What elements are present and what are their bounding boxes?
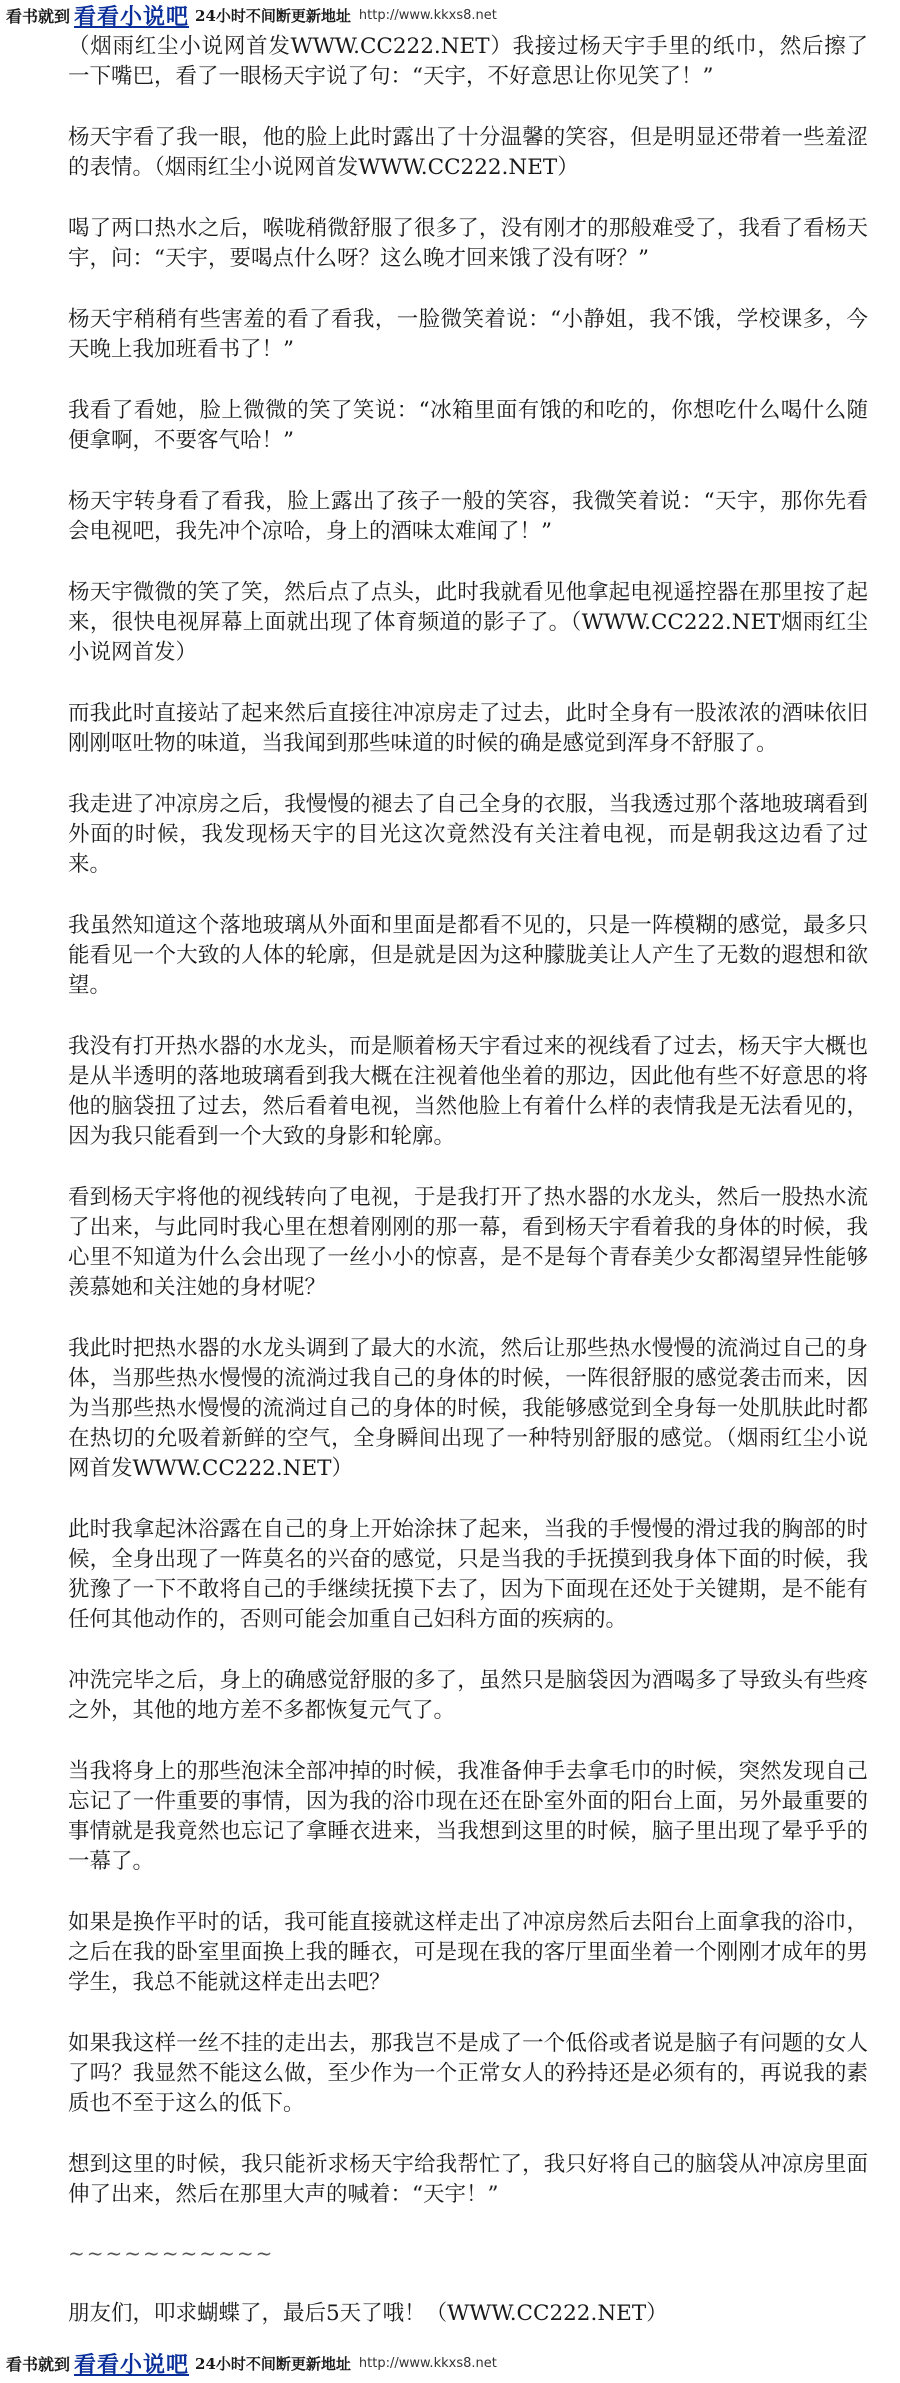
banner-brand-link[interactable]: 看看小说吧 [74,2352,190,2378]
paragraph: 如果我这样一丝不挂的走出去，那我岂不是成了一个低俗或者说是脑子有问题的女人了吗？我显然不能这么做，至少作为一个正常女人的矜持还是必须有的，再说我的素质也不至于这么的低下。 [68,2031,868,2116]
banner-middle-text: 24小时不间断更新地址 [195,6,351,25]
paragraph: 如果是换作平时的话，我可能直接就这样走出了冲凉房然后去阳台上面拿我的浴巾，之后在我的卧室里面换上我的睡衣，可是现在我的客厅里面坐着一个刚刚才成年的男学生，我总不能就这样走出去吧？ [68,1910,868,1995]
top-banner [0,0,900,30]
banner-url-link[interactable]: http://www.kkxs8.net [358,2355,497,2371]
banner-left-text: 看书就到 [6,6,71,26]
paragraph: 此时我拿起沐浴露在自己的身上开始涂抹了起来，当我的手慢慢的滑过我的胸部的时候，全身出现了一阵莫名的兴奋的感觉，只是当我的手抚摸到我身体下面的时候，我犹豫了一下不敢将自己的手继续抚摸下去了，因为下面现在还处于关键期，是不能有任何其他动作的，否则可能会加重自己妇科方面的疾病的。 [68,1517,868,1632]
paragraph: 我此时把热水器的水龙头调到了最大的水流，然后让那些热水慢慢的流淌过自己的身体，当那些热水慢慢的流淌过我自己的身体的时候，一阵很舒服的感觉袭击而来，因为当那些热水慢慢的流淌过自己的身体的时候，我能够感觉到全身每一处肌肤此时都在热切的允吸着新鲜的空气，全身瞬间出现了一种特别舒服的感觉。（烟雨红尘小说网首发WWW.CC222.NET） [68,1336,868,1481]
bottom-banner [0,2348,900,2378]
section-divider: ~~~~~~~~~~~ [68,2241,275,2265]
banner-brand-link[interactable]: 看看小说吧 [74,4,190,30]
paragraph: 我看了看她，脸上微微的笑了笑说：“冰箱里面有饿的和吃的，你想吃什么喝什么随便拿啊，不要客气哈！” [68,398,868,453]
paragraph: 冲洗完毕之后，身上的确感觉舒服的多了，虽然只是脑袋因为酒喝多了导致头有些疼之外，其他的地方差不多都恢复元气了。 [68,1668,868,1723]
paragraph: 喝了两口热水之后，喉咙稍微舒服了很多了，没有刚才的那般难受了，我看了看杨天宇，问：“天宇，要喝点什么呀？这么晚才回来饿了没有呀？” [68,216,868,271]
paragraph: 我虽然知道这个落地玻璃从外面和里面是都看不见的，只是一阵模糊的感觉，最多只能看见一个大致的人体的轮廓，但是就是因为这种朦胧美让人产生了无数的遐想和欲望。 [68,913,868,998]
paragraph: 杨天宇稍稍有些害羞的看了看我，一脸微笑着说：“小静姐，我不饿，学校课多，今天晚上我加班看书了！” [68,307,868,362]
closing-note: 朋友们，叩求蝴蝶了，最后5天了哦！（WWW.CC222.NET） [68,2301,668,2326]
paragraph: 我没有打开热水器的水龙头，而是顺着杨天宇看过来的视线看了过去，杨天宇大概也是从半透明的落地玻璃看到我大概在注视着他坐着的那边，因此他有些不好意思的将他的脑袋扭了过去，然后看着电视，当然他脸上有着什么样的表情我是无法看见的，因为我只能看到一个大致的身影和轮廓。 [68,1034,868,1149]
paragraph: （烟雨红尘小说网首发WWW.CC222.NET）我接过杨天宇手里的纸巾，然后擦了一下嘴巴，看了一眼杨天宇说了句：“天宇，不好意思让你见笑了！” [68,34,868,89]
paragraph: 杨天宇看了我一眼，他的脸上此时露出了十分温馨的笑容，但是明显还带着一些羞涩的表情。（烟雨红尘小说网首发WWW.CC222.NET） [68,125,868,180]
paragraph: 杨天宇微微的笑了笑，然后点了点头，此时我就看见他拿起电视遥控器在那里按了起来，很快电视屏幕上面就出现了体育频道的影子了。（WWW.CC222.NET烟雨红尘小说网首发） [68,580,868,665]
paragraph: 想到这里的时候，我只能祈求杨天宇给我帮忙了，我只好将自己的脑袋从冲凉房里面伸了出来，然后在那里大声的喊着：“天宇！” [68,2152,868,2207]
paragraph: 而我此时直接站了起来然后直接往冲凉房走了过去，此时全身有一股浓浓的酒味依旧刚刚呕吐物的味道，当我闻到那些味道的时候的确是感觉到浑身不舒服了。 [68,701,868,756]
banner-url-link[interactable]: http://www.kkxs8.net [358,7,497,23]
paragraph: 看到杨天宇将他的视线转向了电视，于是我打开了热水器的水龙头，然后一股热水流了出来，与此同时我心里在想着刚刚的那一幕，看到杨天宇看着我的身体的时候，我心里不知道为什么会出现了一丝小小的惊喜，是不是每个青春美少女都渴望异性能够羡慕她和关注她的身材呢？ [68,1185,868,1300]
paragraph: 我走进了冲凉房之后，我慢慢的褪去了自己全身的衣服，当我透过那个落地玻璃看到外面的时候，我发现杨天宇的目光这次竟然没有关注着电视，而是朝我这边看了过来。 [68,792,868,877]
paragraph: 杨天宇转身看了看我，脸上露出了孩子一般的笑容，我微笑着说：“天宇，那你先看会电视吧，我先冲个凉哈，身上的酒味太难闻了！” [68,489,868,544]
paragraph: 当我将身上的那些泡沫全部冲掉的时候，我准备伸手去拿毛巾的时候，突然发现自己忘记了一件重要的事情，因为我的浴巾现在还在卧室外面的阳台上面，另外最重要的事情就是我竟然也忘记了拿睡衣进来，当我想到这里的时候，脑子里出现了晕乎乎的一幕了。 [68,1759,868,1874]
banner-middle-text: 24小时不间断更新地址 [195,2354,351,2373]
article-body [0,32,900,2360]
banner-left-text: 看书就到 [6,2354,71,2374]
